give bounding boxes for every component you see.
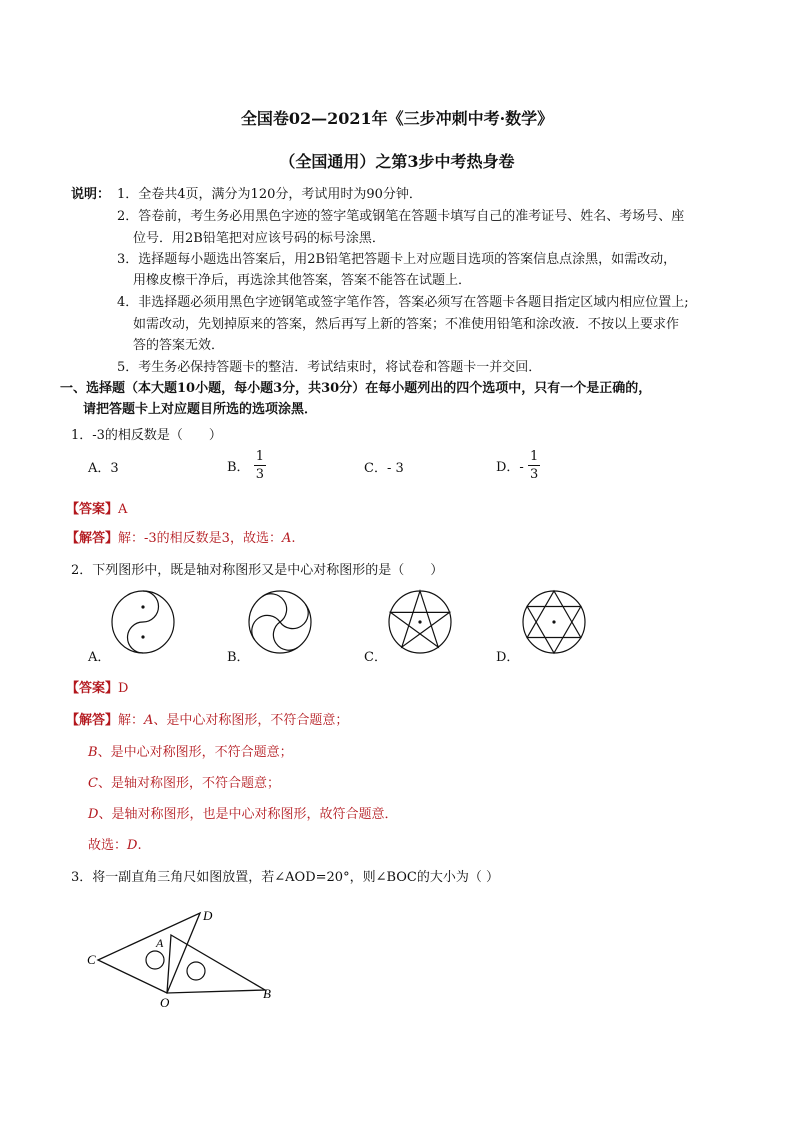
point-label-o: O (160, 995, 170, 1010)
triangle-aob-circle (187, 962, 205, 980)
q1-option-c: C．- 3 (364, 461, 404, 476)
solution-letter: A (281, 531, 292, 546)
point-label-c: C (87, 952, 96, 967)
solution-label: 【解答】 (66, 713, 119, 728)
figure-a-dot (141, 635, 144, 638)
q2-answer (66, 677, 128, 696)
instructions-label: 说明： (71, 187, 111, 202)
instruction-line: 用橡皮檫干净后，再选涂其他答案，答案不能答在试题上． (133, 273, 472, 288)
solution-text: 、是轴对称图形，也是中心对称图形，故符合题意． (98, 807, 398, 822)
q1-option-a: A．3 (88, 461, 119, 476)
figure-a-curve (128, 591, 159, 653)
solution-text: 、是轴对称图形，不符合题意； (97, 776, 280, 791)
answer-value: A (118, 502, 128, 517)
q2-label-a: A． (88, 650, 111, 665)
q1-option-d-fraction (528, 450, 540, 481)
figure-b (246, 588, 315, 657)
answer-label: 【答案】 (66, 502, 119, 517)
q2-solution-line (88, 803, 397, 822)
q1-option-b-label: B． (227, 460, 250, 475)
conclusion-text: 故选： (88, 838, 128, 853)
fraction-numerator: 1 (255, 449, 264, 464)
answer-label: 【答案】 (66, 681, 119, 696)
instruction-line: 1．全卷共4页，满分为120分，考试用时为90分钟． (117, 187, 422, 202)
figure-d-dot (552, 620, 555, 623)
q1-option-b (227, 450, 266, 481)
title-line-1: 全国卷02—2021年《三步冲刺中考·数学》 (240, 109, 554, 128)
instruction-line: 答的答案无效． (133, 338, 225, 353)
conclusion-letter: D (127, 838, 138, 853)
solution-text: 解：-3的相反数是3，故选： (118, 531, 282, 546)
solution-end: . (291, 531, 296, 546)
q2-conclusion (88, 834, 142, 853)
solution-letter: C (88, 776, 98, 791)
figure-b-curve-2 (250, 588, 311, 657)
fraction-denominator: 3 (529, 467, 539, 482)
conclusion-end: . (137, 838, 142, 853)
section-heading-cont: 请把答题卡上对应题目所选的选项涂黑． (83, 402, 318, 417)
instruction-line: 4．非选择题必须用黑色字迹钢笔或签字笔作答，答案必须写在答题卡各题目指定区域内相应位置上; (117, 295, 689, 310)
point-label-d: D (203, 908, 213, 923)
q3-stem: 3．将一副直角三角尺如图放置，若∠AOD=20°，则∠BOC的大小为（ ） (71, 870, 499, 885)
q2-label-d: D． (496, 650, 520, 665)
q2-solution-line (66, 709, 348, 728)
q2-figures (0, 585, 794, 665)
q3-figure (0, 900, 320, 1015)
solution-letter: D (88, 807, 99, 822)
solution-intro: 解： (118, 713, 145, 728)
figure-d (523, 591, 585, 653)
solution-letter: A (144, 713, 154, 728)
q1-solution (66, 527, 295, 546)
figure-a-dot (141, 605, 144, 608)
answer-value: D (118, 681, 129, 696)
instruction-line: 3．选择题每小题选出答案后，用2B铅笔把答题卡上对应题目选项的答案信息点涂黑，如需改动， (117, 252, 677, 267)
fraction-numerator: 1 (529, 449, 539, 464)
triangle-aob (167, 935, 265, 993)
solution-letter: B (88, 745, 98, 760)
q2-label-b: B． (227, 650, 250, 665)
figure-c-dot (418, 620, 421, 623)
instruction-line: 5．考生务必保持答题卡的整洁．考试结束时，将试卷和答题卡一并交回． (117, 360, 542, 375)
q1-option-d (496, 450, 540, 481)
q2-label-c: C． (364, 650, 387, 665)
figure-c (389, 591, 451, 653)
solution-label: 【解答】 (66, 531, 119, 546)
title-line-2: （全国通用）之第3步中考热身卷 (279, 152, 515, 171)
q1-answer (66, 498, 127, 517)
point-label-a: A (156, 936, 164, 950)
q2-solution-line (88, 741, 293, 760)
fraction-denominator: 3 (255, 467, 264, 482)
q1-option-d-label: D．- (496, 460, 524, 475)
figure-a (112, 591, 174, 653)
q2-stem: 2．下列图形中，既是轴对称图形又是中心对称图形的是（ ） (71, 563, 444, 578)
q1-option-b-fraction (254, 450, 266, 481)
q1-stem: 1．-3的相反数是（ ） (71, 428, 222, 443)
point-label-b: B (263, 986, 271, 1001)
solution-text: 、是中心对称图形，不符合题意； (97, 745, 293, 760)
section-heading: 一、选择题（本大题10小题，每小题3分，共30分）在每小题列出的四个选项中，只有一个是正确的， (60, 381, 652, 396)
q2-solution-line (88, 772, 280, 791)
solution-text: 、是中心对称图形，不符合题意； (153, 713, 349, 728)
instruction-line: 2．答卷前，考生务必用黑色字迹的签字笔或钢笔在答题卡填写自己的准考证号、姓名、考场号、座 (117, 209, 685, 224)
instruction-line: 如需改动，先划掉原来的答案，然后再写上新的答案；不准使用铅笔和涂改液．不按以上要求作 (133, 317, 680, 332)
triangle-cod-circle (146, 951, 164, 969)
instruction-line: 位号．用2B铅笔把对应该号码的标号涂黑． (133, 231, 385, 246)
